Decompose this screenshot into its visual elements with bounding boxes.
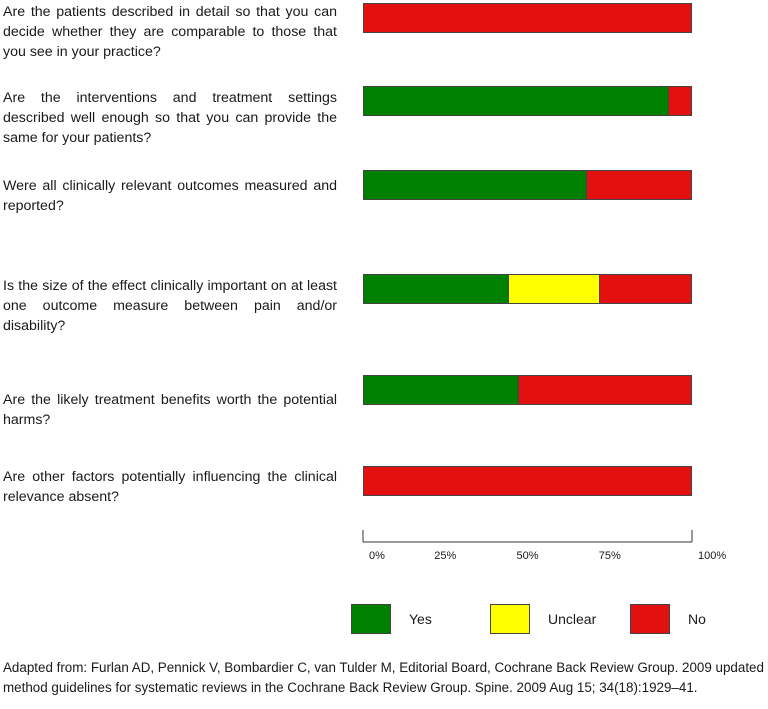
question-4 — [3, 276, 337, 336]
question-3 — [3, 176, 337, 216]
x-tick-label: 50% — [516, 550, 539, 562]
bar-segment-yes — [364, 87, 668, 115]
question-label: Is the size of the effect clinically important on at least one outcome measure between pain and/or disability? — [3, 278, 337, 334]
bar-row-5 — [363, 375, 692, 405]
question-5 — [3, 390, 337, 430]
bar-segment-no — [599, 275, 691, 303]
bar-segment-yes — [364, 275, 508, 303]
legend-item-unclear — [490, 604, 596, 634]
question-label: Are other factors potentially influencing the clinical relevance absent? — [3, 469, 337, 505]
bar-row-4 — [363, 274, 692, 304]
question-label: Are the likely treatment benefits worth the potential harms? — [3, 392, 337, 428]
question-1 — [3, 2, 337, 62]
x-tick-label: 100% — [698, 550, 727, 562]
bar-segment-no — [586, 171, 691, 199]
x-tick-label: 0% — [369, 550, 385, 562]
x-tick-label: 75% — [598, 550, 621, 562]
bar-row-3 — [363, 170, 692, 200]
bar-segment-no — [364, 4, 691, 32]
bar-segment-no — [364, 467, 691, 495]
legend-swatch-unclear — [490, 604, 530, 634]
question-2 — [3, 88, 337, 148]
bar-row-2 — [363, 86, 692, 116]
legend-label-unclear: Unclear — [548, 611, 597, 627]
question-label: Are the interventions and treatment settings described well enough so that you can provide the same for your patients? — [3, 90, 337, 146]
bar-segment-unclear — [508, 275, 600, 303]
bar-segment-no — [518, 376, 691, 404]
legend-swatch-no — [630, 604, 670, 634]
bar-segment-yes — [364, 171, 586, 199]
source-footnote: Adapted from: Furlan AD, Pennick V, Bombardier C, van Tulder M, Editorial Board, Cochrane Back Review Group. 2009 updated method guidelines for systematic reviews in the Cochrane Back Review Group. Spine. 2009 Aug 15; 34(18):1929–41. — [3, 660, 764, 695]
question-label: Were all clinically relevant outcomes measured and reported? — [3, 178, 337, 214]
bar-row-6 — [363, 466, 692, 496]
bar-row-1 — [363, 3, 692, 33]
bar-segment-no — [668, 87, 691, 115]
legend-item-no — [630, 604, 706, 634]
x-tick-label: 25% — [434, 550, 457, 562]
legend-label-yes: Yes — [409, 611, 432, 627]
legend-item-yes — [351, 604, 432, 634]
legend-label-no: No — [688, 611, 706, 627]
legend-swatch-yes — [351, 604, 391, 634]
bar-segment-yes — [364, 376, 518, 404]
question-6 — [3, 467, 337, 507]
question-label: Are the patients described in detail so that you can decide whether they are comparable to those that you see in your practice? — [3, 4, 337, 60]
x-axis — [0, 528, 768, 568]
